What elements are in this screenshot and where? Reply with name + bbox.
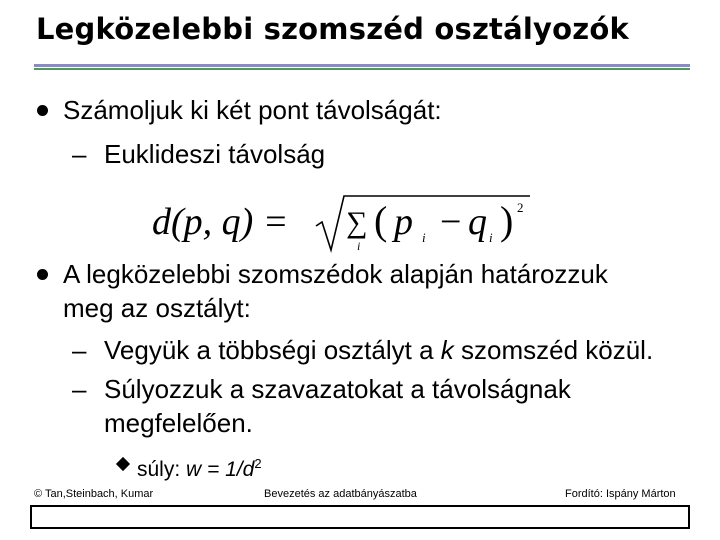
formula-p-sub: i (422, 230, 426, 245)
formula-q: q (468, 201, 487, 243)
formula-q-sub: i (489, 230, 493, 245)
formula-lhs: d(p, q) = (152, 201, 289, 243)
bullet-1-text: Számoljuk ki két pont távolságát: (63, 95, 442, 125)
formula-exponent: 2 (517, 200, 524, 215)
bullet-2-sub-2-line-1: Súlyozzuk a szavazatokat a távolságnak (104, 374, 571, 404)
dash-2: – (72, 335, 87, 365)
bullet-2-line-1: A legközelebbi szomszédok alapján határozzuk (63, 259, 608, 289)
footer-copyright: © Tan,Steinbach, Kumar (34, 488, 154, 500)
bullet-2-line-2: meg az osztályt: (63, 293, 251, 323)
formula-sum: ∑ (346, 206, 368, 239)
diamond-bullet (116, 457, 130, 471)
formula-minus: − (440, 201, 462, 243)
bullet-dot-1 (37, 105, 48, 116)
formula-paren-close: ) (500, 198, 514, 243)
footer-box (30, 505, 690, 529)
footer-course: Bevezetés az adatbányászatba (264, 488, 417, 500)
bullet-2-sub-1: Vegyük a többségi osztályt a k szomszéd közül. (104, 335, 654, 365)
footer-translator: Fordító: Ispány Márton (565, 488, 676, 500)
formula-sum-index: i (357, 239, 361, 253)
bullet-1-sub-1: Euklideszi távolság (104, 139, 326, 169)
formula-p: p (394, 201, 413, 243)
title-divider-bottom (34, 68, 690, 70)
dash-3: – (72, 374, 87, 404)
weight-formula: súly: $w = 1/d^2$ (137, 456, 262, 481)
formula-paren-open: ( (374, 198, 388, 243)
euclidean-distance-formula (150, 190, 540, 260)
slide-title: Legközelebbi szomszéd osztályozók (36, 12, 629, 46)
bullet-dot-2 (37, 269, 48, 280)
bullet-2-sub-2-line-2: megfelelően. (104, 408, 253, 438)
title-divider-top (34, 64, 690, 67)
dash-1: – (72, 139, 87, 169)
